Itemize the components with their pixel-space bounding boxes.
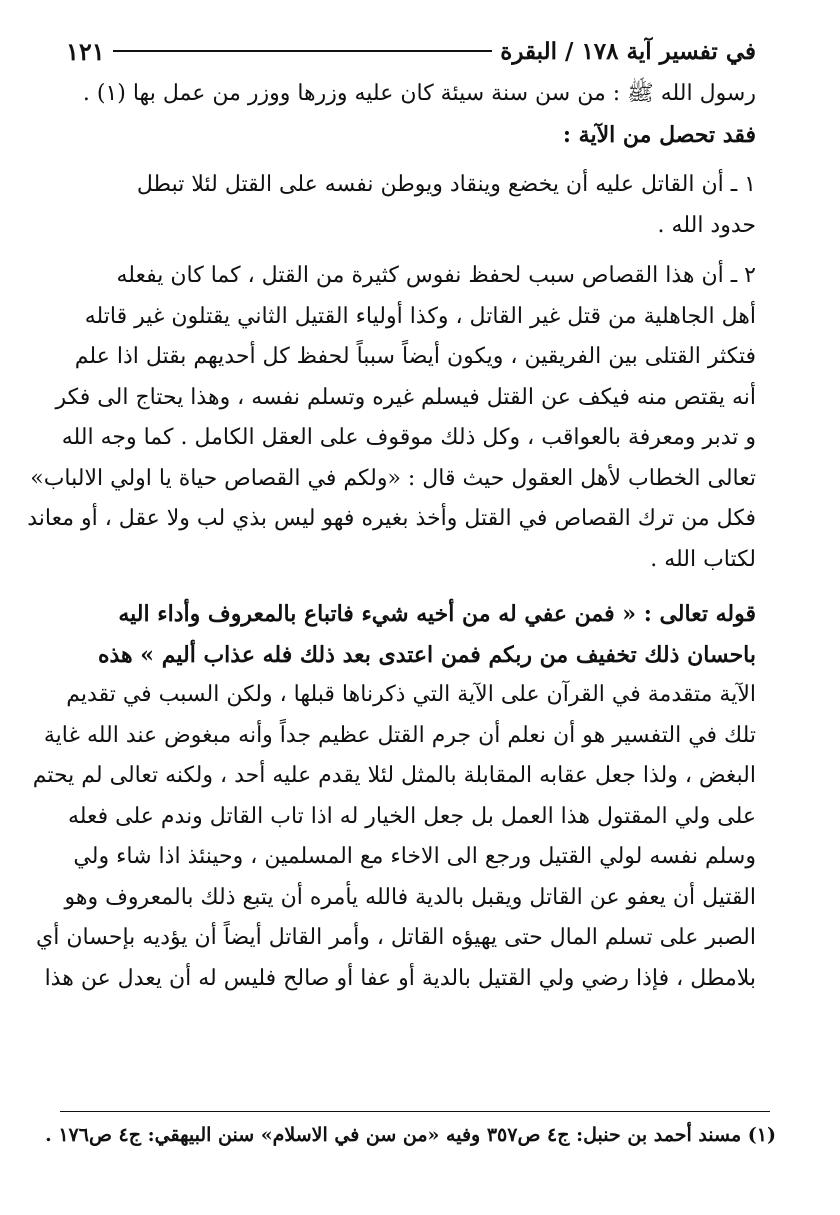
spacer	[66, 155, 756, 165]
text-line: لكتاب الله .	[650, 546, 756, 572]
header-rule	[113, 50, 493, 52]
text-line: أنه يقتص منه فيكف عن القتل فيسلم غيره وتسلم نفسه ، وهذا يحتاج الى فكر	[55, 384, 756, 410]
text-line: أهل الجاهلية من قتل غير القاتل ، وكذا أولياء القتيل الثاني يقتلون غير قاتله	[84, 303, 756, 329]
verse-line: قوله تعالى : « فمن عفي له من أخيه شيء فاتباع بالمعروف وأداء اليه	[118, 601, 756, 627]
text-line: على ولي المقتول هذا العمل بل جعل الخيار له اذا تاب القاتل وندم على فعله	[67, 803, 756, 829]
running-header	[66, 28, 756, 74]
text-line: حدود الله .	[657, 212, 756, 238]
verse-line: باحسان ذلك تخفيف من ربكم فمن اعتدى بعد ذلك فله عذاب أليم » هذه	[97, 641, 756, 668]
header-title: في تفسير آية ١٧٨ / البقرة	[500, 37, 756, 65]
text-line: و تدبر ومعرفة بالعواقب ، وكل ذلك موقوف على العقل الكامل . كما وجه الله	[61, 425, 756, 450]
spacer	[66, 246, 756, 256]
text-line: البغض ، ولذا جعل عقابه المقابلة بالمثل لئلا يقدم عليه أحد ، ولكنه تعالى لم يحتم	[32, 763, 756, 788]
page-number: ١٢١	[66, 36, 105, 66]
text-line: رسول الله ﷺ : من سن سنة سيئة كان عليه وزرها ووزر من عمل بها (١) .	[82, 81, 756, 106]
text-line: الصبر على تسلم المال حتى يهيؤه القاتل ، وأمر القاتل أيضاً أن يؤديه بإحسان أي	[36, 925, 756, 950]
spacer	[66, 580, 756, 594]
book-page	[27, 28, 756, 999]
text-line: تعالى الخطاب لأهل العقول حيث قال : «ولكم في القصاص حياة يا اولي الالباب»	[30, 465, 756, 491]
text-line: بلامطل ، فإذا رضي ولي القتيل بالدية أو عفا أو صالح فليس له أن يعدل عن هذا	[44, 965, 756, 991]
footnote: (١) مسند أحمد بن حنبل: ج٤ ص٣٥٧ وفيه «من سن في الاسلام» سنن البيهقي: ج٤ ص١٧٦ .	[45, 1124, 776, 1146]
footnote-rule	[60, 1111, 770, 1112]
text-line: وسلم نفسه لولي القتيل ورجع الى الاخاء مع المسلمين ، وحينئذ اذا شاء ولي	[73, 844, 756, 869]
text-line: فتكثر القتلى بين الفريقين ، ويكون أيضاً سبباً لحفظ كل أحديهم بقتل اذا علم	[74, 344, 756, 369]
text-line: ١ ـ أن القاتل عليه أن يخضع وينقاد ويوطن نفسه على القتل لئلا تبطل	[136, 172, 756, 197]
text-line: تلك في التفسير هو أن نعلم أن جرم القتل عظيم جداً وأنه مبغوض عند الله غاية	[43, 722, 756, 748]
text-line: فكل من ترك القصاص في القتل وأخذ بغيره فهو ليس بذي لب ولا عقل ، أو معاند	[27, 506, 756, 531]
text-line: ٢ ـ أن هذا القصاص سبب لحفظ نفوس كثيرة من القتل ، كما كان يفعله	[116, 263, 756, 288]
text-line: القتيل أن يعفو عن القاتل ويقبل بالدية فالله يأمره أن يتبع ذلك بالمعروف وهو	[64, 884, 756, 910]
text-line: الآية متقدمة في القرآن على الآية التي ذكرناها قبلها ، ولكن السبب في تقديم	[66, 682, 756, 707]
section-intro: فقد تحصل من الآية :	[562, 121, 756, 148]
